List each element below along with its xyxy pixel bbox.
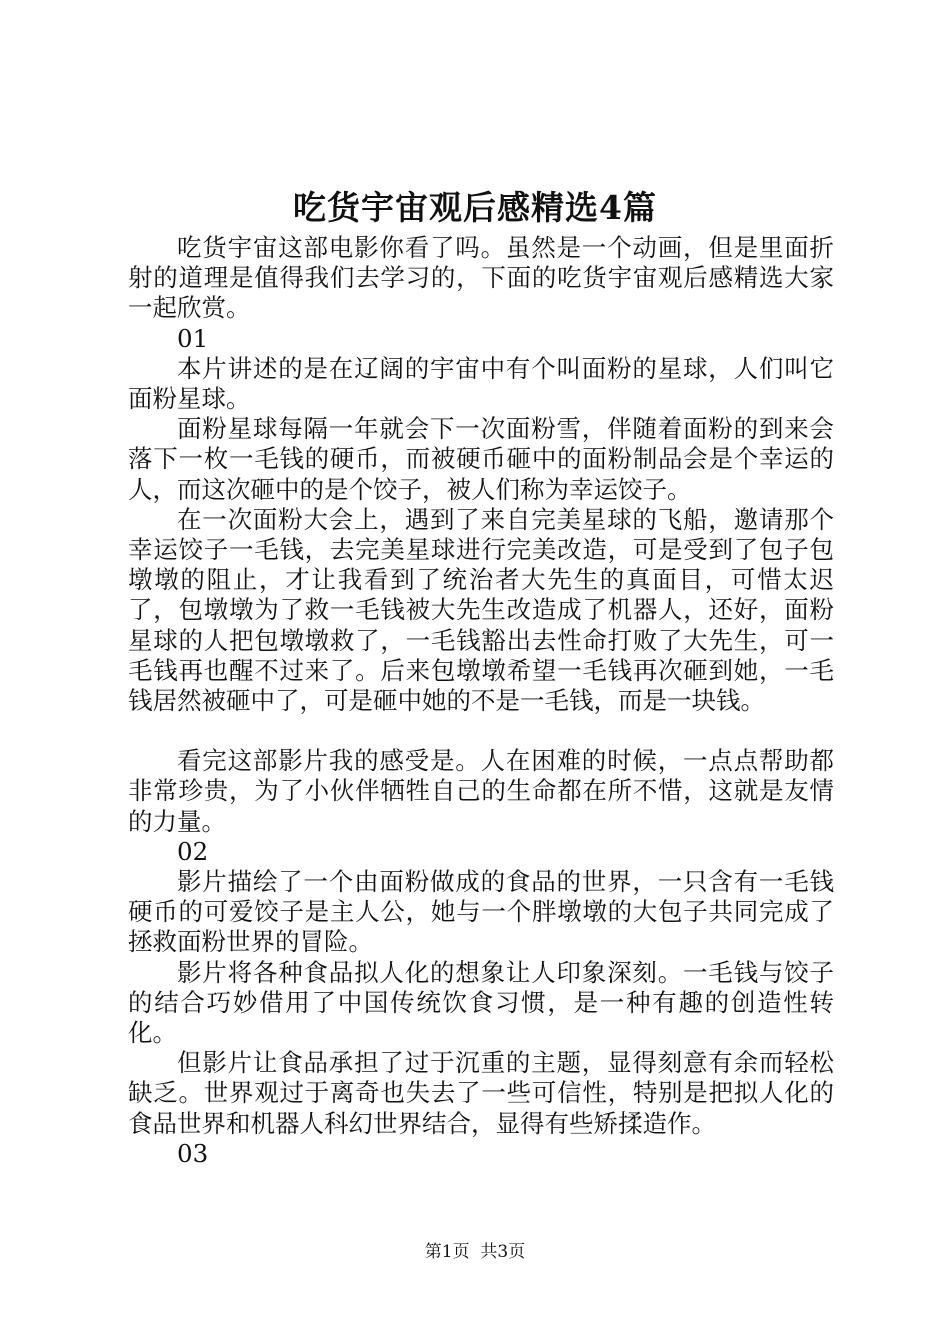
document-title: 吃货宇宙观后感精选4篇 bbox=[293, 188, 657, 227]
footer-spacer bbox=[470, 1242, 481, 1262]
page-number: 第1页 bbox=[424, 1242, 470, 1262]
total-pages: 共3页 bbox=[480, 1242, 526, 1262]
document-body bbox=[128, 233, 834, 1169]
paragraph: 影片将各种食品拟人化的想象让人印象深刻。一毛钱与饺子的结合巧妙借用了中国传统饮食习惯，是一种有趣的创造性转化。 bbox=[128, 957, 834, 1048]
paragraph: 面粉星球每隔一年就会下一次面粉雪，伴随着面粉的到来会落下一枚一毛钱的硬币，而被硬币砸中的面粉制品会是个幸运的人，而这次砸中的是个饺子，被人们称为幸运饺子。 bbox=[128, 414, 834, 504]
paragraph: 本片讲述的是在辽阔的宇宙中有个叫面粉的星球，人们叫它面粉星球。 bbox=[128, 353, 834, 414]
paragraph: 看完这部影片我的感受是。人在困难的时候，一点点帮助都非常珍贵，为了小伙伴牺牲自己的生命都在所不惜，这就是友情的力量。 bbox=[128, 746, 834, 836]
section-number-01: 01 bbox=[177, 323, 209, 353]
section-number-03: 03 bbox=[177, 1138, 209, 1168]
page-footer bbox=[0, 1240, 950, 1264]
paragraph: 在一次面粉大会上，遇到了来自完美星球的飞船，邀请那个幸运饺子一毛钱，去完美星球进行完美改造，可是受到了包子包墩墩的阻止，才让我看到了统治者大先生的真面目，可惜太迟了，包墩墩为了救一毛钱被大先生改造成了机器人，还好，面粉星球的人把包墩墩救了，一毛钱豁出去性命打败了大先生，可一毛钱再也醒不过来了。后来包墩墩希望一毛钱再次砸到她，一毛钱居然被砸中了，可是砸中她的不是一毛钱，而是一块钱。 bbox=[128, 504, 834, 716]
section-number-02: 02 bbox=[177, 836, 209, 866]
paragraph: 但影片让食品承担了过于沉重的主题，显得刻意有余而轻松缺乏。世界观过于离奇也失去了一些可信性，特别是把拟人化的食品世界和机器人科幻世界结合，显得有些矫揉造作。 bbox=[128, 1048, 834, 1138]
paragraph: 影片描绘了一个由面粉做成的食品的世界，一只含有一毛钱硬币的可爱饺子是主人公，她与一个胖墩墩的大包子共同完成了拯救面粉世界的冒险。 bbox=[128, 867, 834, 957]
paragraph-intro: 吃货宇宙这部电影你看了吗。虽然是一个动画，但是里面折射的道理是值得我们去学习的，下面的吃货宇宙观后感精选大家一起欣赏。 bbox=[128, 233, 834, 323]
